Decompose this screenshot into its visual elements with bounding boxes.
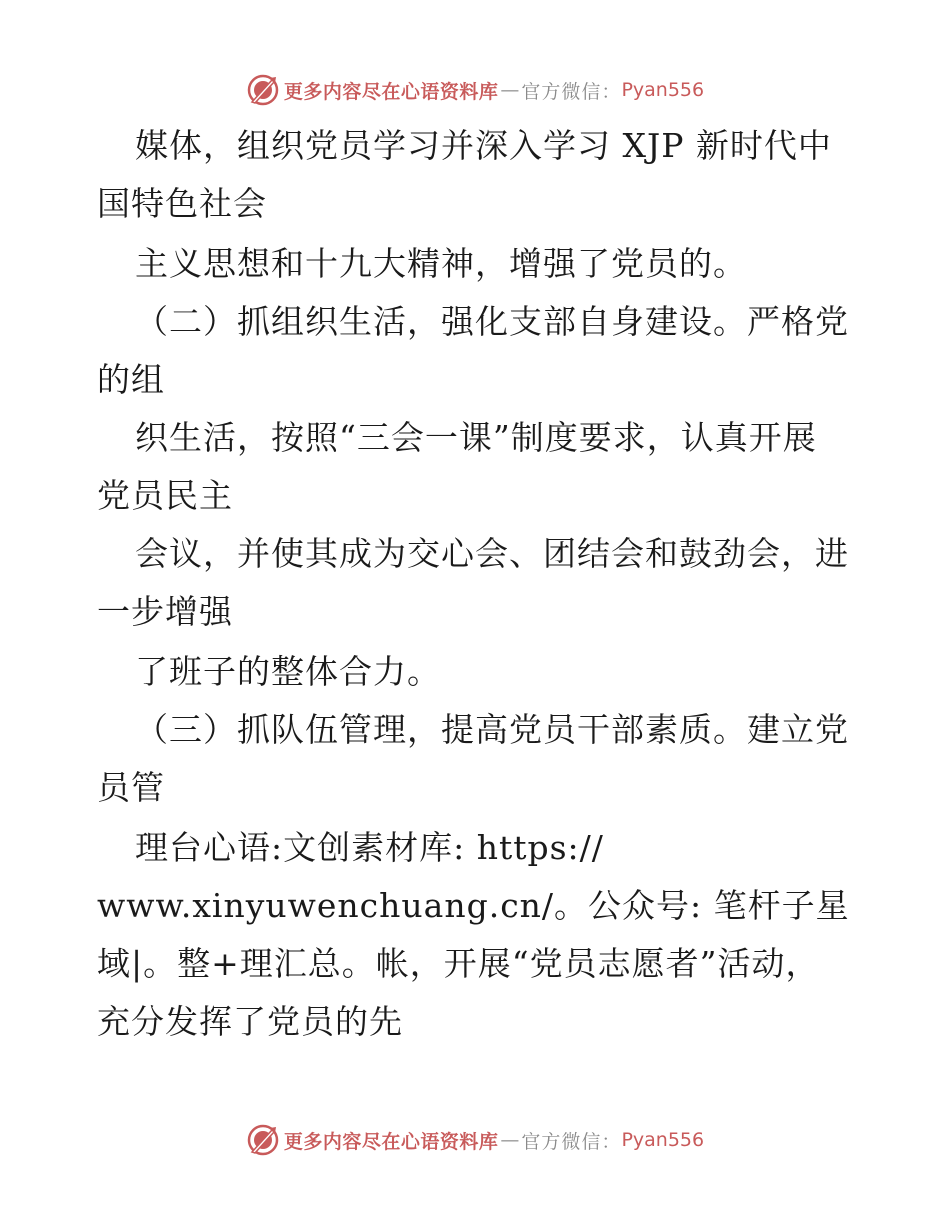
body-line: （三）抓队伍管理，提高党员干部素质。建立党 <box>135 710 849 749</box>
body-line: 会议，并使其成为交心会、团结会和鼓劲会，进 <box>135 534 849 573</box>
banner-separator: — <box>500 1129 520 1151</box>
body-line: 域|。整+理汇总。帐，开展“党员志愿者”活动， <box>97 944 820 983</box>
body-line: 党员民主 <box>97 476 233 515</box>
banner-separator: — <box>500 79 520 101</box>
banner-wechat-id: Pyan556 <box>621 79 705 101</box>
body-line: 员管 <box>97 768 165 807</box>
header-banner <box>0 70 950 110</box>
footer-banner <box>0 1120 950 1160</box>
body-line: 媒体，组织党员学习并深入学习 XJP 新时代中 <box>135 126 832 165</box>
body-line: 国特色社会 <box>97 184 267 223</box>
body-line: 一步增强 <box>97 592 233 631</box>
banner-wechat-label: 官方微信： <box>521 80 622 103</box>
banner-main-text: 更多内容尽在心语资料库 <box>283 80 499 103</box>
quill-pen-logo-icon <box>246 1123 280 1157</box>
banner-wechat-label: 官方微信： <box>521 1130 622 1153</box>
body-line: 主义思想和十九大精神，增强了党员的。 <box>135 244 747 283</box>
body-line: 充分发挥了党员的先 <box>97 1002 403 1041</box>
quill-pen-logo-icon <box>246 73 280 107</box>
body-line: 了班子的整体合力。 <box>135 652 441 691</box>
body-line: www.xinyuwenchuang.cn/。公众号: 笔杆子星 <box>97 886 850 925</box>
body-line: 理台心语:文创素材库: https:// <box>135 828 604 867</box>
body-line: （二）抓组织生活，强化支部自身建设。严格党 <box>135 302 849 341</box>
body-line: 织生活，按照“三会一课”制度要求，认真开展 <box>135 418 817 457</box>
body-line: 的组 <box>97 360 165 399</box>
banner-wechat-id: Pyan556 <box>621 1129 705 1151</box>
banner-main-text: 更多内容尽在心语资料库 <box>283 1130 499 1153</box>
